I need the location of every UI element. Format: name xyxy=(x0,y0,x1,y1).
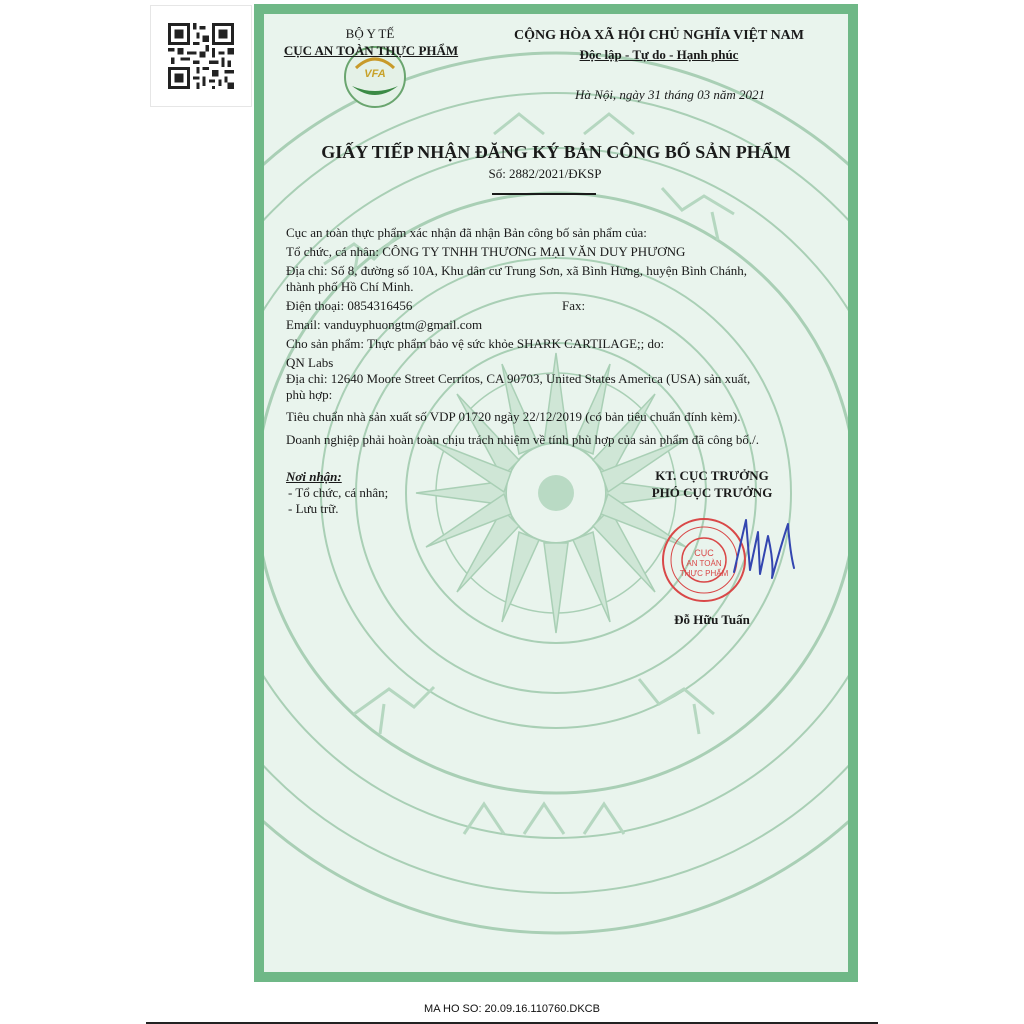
svg-text:VFA: VFA xyxy=(364,68,386,80)
national-motto: Độc lập - Tự do - Hạnh phúc xyxy=(579,47,739,62)
svg-text:AN TOÀN: AN TOÀN xyxy=(686,559,722,568)
qr-code-box xyxy=(150,5,252,107)
standard-line: Tiêu chuẩn nhà sản xuất số VDP 01720 ngày 22/12/2019 (có bản tiêu chuẩn đính kèm). xyxy=(286,409,741,424)
recipients-label: Nơi nhận: xyxy=(286,469,342,484)
phone-line: Điện thoại: 0854316456 xyxy=(286,298,413,313)
manufacturer-address-line-2: phù hợp: xyxy=(286,387,333,402)
intro-text: Cục an toàn thực phẩm xác nhận đã nhận Bản công bố sản phẩm của: xyxy=(286,225,647,240)
department-name: CỤC AN TOÀN THỰC PHẨM xyxy=(283,43,459,58)
country-name: CỘNG HÒA XÃ HỘI CHỦ NGHĨA VIỆT NAM xyxy=(513,28,804,43)
signer-name: Đỗ Hữu Tuấn xyxy=(674,612,750,627)
recipient-item: - Tổ chức, cá nhân; xyxy=(288,485,389,500)
address-line-1: Địa chỉ: Số 8, đường số 10A, Khu dân cư Trung Sơn, xã Bình Hưng, huyện Bình Chánh, xyxy=(286,263,747,278)
product-line: Cho sản phẩm: Thực phẩm bảo vệ sức khỏe SHARK CARTILAGE;; do: xyxy=(286,336,665,351)
responsibility-line: Doanh nghiệp phải hoàn toàn chịu trách nhiệm về tính phù hợp của sản phẩm đã công bố./. xyxy=(286,432,759,447)
organization-line: Tổ chức, cá nhân: CÔNG TY TNHH THƯƠNG MẠI VĂN DUY PHƯƠNG xyxy=(286,244,686,259)
email-line: Email: vanduyphuongtm@gmail.com xyxy=(286,317,483,332)
title-divider xyxy=(492,193,596,195)
signer-title-1: KT. CỤC TRƯỞNG xyxy=(655,468,769,483)
svg-text:THỰC PHẨM: THỰC PHẨM xyxy=(679,569,729,578)
manufacturer-name: QN Labs xyxy=(286,355,334,370)
recipient-item: - Lưu trữ. xyxy=(288,501,339,516)
certificate-number: Số: 2882/2021/ĐKSP xyxy=(488,166,602,181)
certificate-title: GIẤY TIẾP NHẬN ĐĂNG KÝ BẢN CÔNG BỐ SẢN PHẨM xyxy=(321,142,791,162)
qr-code-icon xyxy=(168,23,234,89)
signature-icon xyxy=(728,512,798,592)
ministry-name: BỘ Y TẾ xyxy=(345,26,395,41)
signer-title-2: PHÓ CỤC TRƯỞNG xyxy=(651,485,773,500)
dossier-code: MA HO SO: 20.09.16.110760.DKCB xyxy=(424,1003,600,1015)
place-and-date: Hà Nội, ngày 31 tháng 03 năm 2021 xyxy=(575,87,765,102)
manufacturer-address-line-1: Địa chỉ: 12640 Moore Street Cerritos, CA 90703, United States America (USA) sản xuất, xyxy=(286,371,751,386)
address-line-2: thành phố Hồ Chí Minh. xyxy=(286,279,414,294)
svg-text:CỤC: CỤC xyxy=(694,548,714,558)
fax-line: Fax: xyxy=(562,298,586,313)
